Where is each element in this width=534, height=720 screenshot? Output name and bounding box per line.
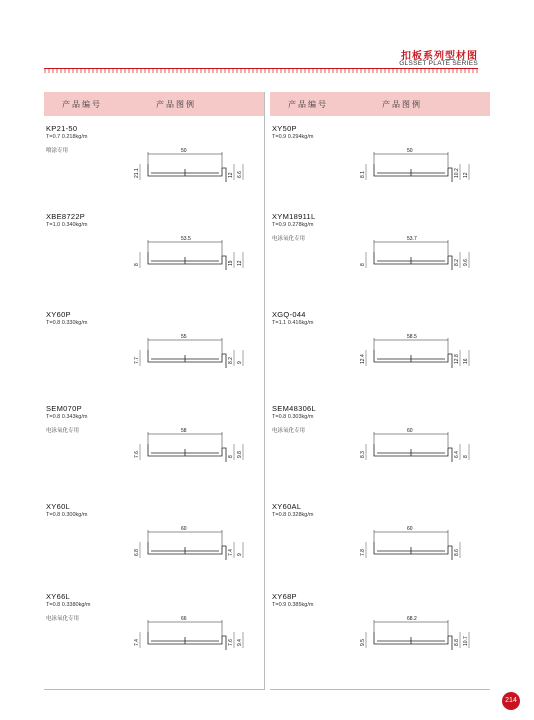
- profile-item: [44, 212, 264, 308]
- height-label: 7.6: [134, 451, 140, 458]
- height-label: 7.4: [228, 549, 234, 556]
- width-label: 60: [181, 526, 187, 532]
- right-column-header: [270, 92, 490, 116]
- height-label: 8.3: [360, 451, 366, 458]
- profile-code: XY60P: [46, 310, 71, 319]
- profile-drawing: [44, 404, 264, 500]
- profile-code: SEM48306L: [272, 404, 316, 413]
- profile-item: [270, 124, 490, 220]
- profile-spec: T=0.8 0.303kg/m: [272, 414, 314, 420]
- profile-note: 电泳氧化专用: [272, 236, 306, 242]
- width-label: 50: [407, 148, 413, 154]
- height-label: 6.6: [237, 171, 243, 178]
- profile-item: [270, 592, 490, 688]
- profile-note: 喷涂专用: [46, 148, 69, 154]
- profile-spec: T=0.7 0.218kg/m: [46, 134, 88, 140]
- height-label: 10.7: [463, 636, 469, 646]
- profile-item: [44, 404, 264, 500]
- profile-clip: [222, 354, 226, 368]
- height-label: 12.8: [454, 354, 460, 364]
- profile-code: XY68P: [272, 592, 297, 601]
- profile-item: [44, 310, 264, 406]
- height-label: 9.6: [463, 259, 469, 266]
- height-label: 19: [228, 260, 234, 266]
- profile-drawing: [270, 404, 490, 500]
- profile-item: [44, 502, 264, 598]
- profile-drawing: [44, 212, 264, 308]
- profile-spec: T=1.1 0.416kg/m: [272, 320, 314, 326]
- profile-code: XY60L: [46, 502, 71, 511]
- profile-drawing: [270, 502, 490, 598]
- profile-clip: [222, 546, 226, 560]
- profile-item: [44, 124, 264, 220]
- profile-spec: T=1.0 0.340kg/m: [46, 222, 88, 228]
- profile-clip: [222, 636, 226, 650]
- profile-spec: T=0.9 0.278kg/m: [272, 222, 314, 228]
- height-label: 8.1: [360, 171, 366, 178]
- profile-spec: T=0.8 0.330kg/m: [46, 320, 88, 326]
- height-label: 12: [237, 260, 243, 266]
- left-column-header: [44, 92, 264, 116]
- profile-clip: [448, 354, 452, 368]
- profile-code: XYM18911L: [272, 212, 316, 221]
- profile-spec: T=0.9 0.385kg/m: [272, 602, 314, 608]
- profile-code: KP21-50: [46, 124, 78, 133]
- profile-clip: [448, 168, 452, 182]
- profile-drawing: [270, 310, 490, 406]
- profile-spec: T=0.8 0.328kg/m: [272, 512, 314, 518]
- profile-clip: [448, 546, 452, 560]
- height-label: 8.6: [454, 549, 460, 556]
- profile-note: 电泳氧化专用: [46, 428, 80, 434]
- page-number: 214: [502, 692, 520, 710]
- width-label: 58: [181, 428, 187, 434]
- height-label: 7.8: [360, 549, 366, 556]
- catalog-title: 扣板系列型材图: [401, 51, 478, 62]
- height-label: 8: [463, 455, 469, 458]
- width-label: 55: [181, 334, 187, 340]
- profile-drawing: [270, 124, 490, 220]
- width-label: 68.2: [407, 616, 417, 622]
- left-column-bottom-rule: [44, 689, 264, 690]
- width-label: 53.7: [407, 236, 417, 242]
- height-label: 8.8: [454, 639, 460, 646]
- profile-clip: [222, 448, 226, 462]
- width-label: 66: [181, 616, 187, 622]
- profile-item: [270, 502, 490, 598]
- right-column: [270, 92, 490, 690]
- height-label: 8: [134, 263, 140, 266]
- profile-spec: T=0.8 0.343kg/m: [46, 414, 88, 420]
- profile-clip: [222, 256, 226, 270]
- height-label: 8: [228, 455, 234, 458]
- profile-drawing: [44, 502, 264, 598]
- right-header-drawing: 产品图例: [382, 100, 422, 109]
- height-label: 7.7: [134, 357, 140, 364]
- profile-clip: [448, 448, 452, 462]
- height-label: 9.8: [237, 451, 243, 458]
- width-label: 50: [181, 148, 187, 154]
- height-label: 12: [463, 172, 469, 178]
- profile-code: XBE8722P: [46, 212, 86, 221]
- width-label: 53.5: [181, 236, 191, 242]
- column-divider: [264, 92, 265, 690]
- right-column-bottom-rule: [270, 689, 490, 690]
- profile-drawing: [44, 592, 264, 688]
- profile-clip: [222, 168, 226, 182]
- width-label: 60: [407, 526, 413, 532]
- profile-spec: T=0.8 0.300kg/m: [46, 512, 88, 518]
- height-label: 6.4: [454, 451, 460, 458]
- profile-code: XY50P: [272, 124, 297, 133]
- left-column: [44, 92, 264, 690]
- left-header-drawing: 产品图例: [156, 100, 196, 109]
- profile-clip: [448, 636, 452, 650]
- height-label: 9: [237, 553, 243, 556]
- profile-item: [44, 592, 264, 688]
- height-label: 7.6: [228, 639, 234, 646]
- height-label: 12.4: [360, 354, 366, 364]
- left-header-code: 产品编号: [62, 100, 102, 109]
- right-header-code: 产品编号: [288, 100, 328, 109]
- header-divider: [44, 68, 478, 73]
- profile-drawing: [44, 310, 264, 406]
- profile-drawing: [44, 124, 264, 220]
- profile-code: SEM070P: [46, 404, 82, 413]
- profile-spec: T=0.9 0.294kg/m: [272, 134, 314, 140]
- height-label: 8.2: [228, 357, 234, 364]
- profile-item: [270, 404, 490, 500]
- profile-code: XY60AL: [272, 502, 302, 511]
- width-label: 60: [407, 428, 413, 434]
- height-label: 9: [237, 361, 243, 364]
- profile-spec: T=0.8 0.3380kg/m: [46, 602, 91, 608]
- profile-drawing: [270, 212, 490, 308]
- profile-code: XY66L: [46, 592, 71, 601]
- height-label: 10.2: [454, 168, 460, 178]
- profile-clip: [448, 256, 452, 270]
- catalog-subtitle: GLSSET PLATE SERIES: [399, 60, 478, 67]
- height-label: 7.4: [134, 639, 140, 646]
- profile-item: [270, 310, 490, 406]
- height-label: 16: [463, 358, 469, 364]
- height-label: 21.1: [134, 168, 140, 178]
- height-label: 9.5: [360, 639, 366, 646]
- profile-note: 电泳氧化专用: [46, 616, 80, 622]
- profile-code: XGQ-044: [272, 310, 306, 319]
- profile-drawing: [270, 592, 490, 688]
- height-label: 8.2: [454, 259, 460, 266]
- height-label: 12: [228, 172, 234, 178]
- width-label: 58.5: [407, 334, 417, 340]
- height-label: 8: [360, 263, 366, 266]
- height-label: 9.4: [237, 639, 243, 646]
- height-label: 6.8: [134, 549, 140, 556]
- profile-note: 电泳氧化专用: [272, 428, 306, 434]
- profile-item: [270, 212, 490, 308]
